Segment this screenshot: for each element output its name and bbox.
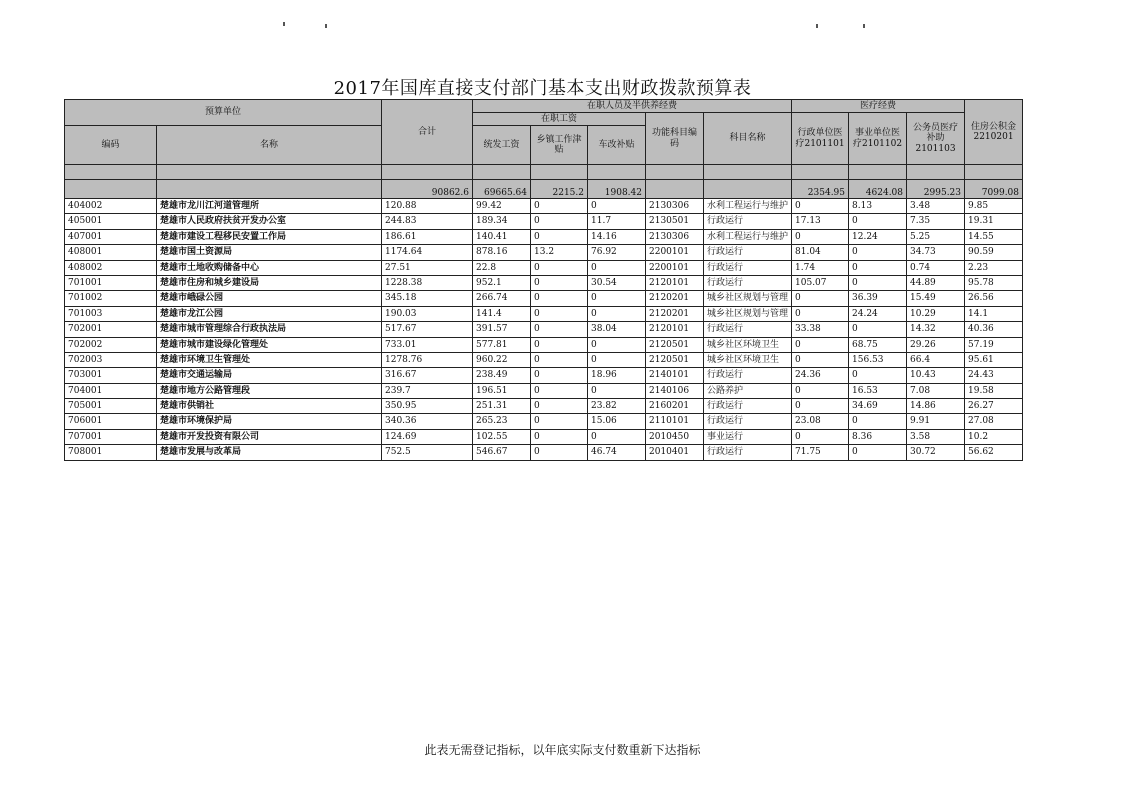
header-total: 合计: [382, 100, 473, 165]
header-spacer: [965, 165, 1023, 180]
cell-total: 350.95: [382, 399, 473, 414]
cell-car-subsidy: 11.7: [588, 214, 646, 229]
header-salary-group: 在职工资: [473, 113, 646, 126]
table-row: [65, 368, 1023, 383]
cell-func-code: 2130306: [646, 199, 704, 214]
cell-civil-medical: 5.25: [907, 229, 965, 244]
cell-inst-medical: 0: [849, 414, 907, 429]
cell-car-subsidy: 0: [588, 383, 646, 398]
table-row: [65, 214, 1023, 229]
cell-civil-medical: 3.48: [907, 199, 965, 214]
cell-inst-medical: 34.69: [849, 399, 907, 414]
cell-housing-fund: 90.59: [965, 245, 1023, 260]
total-housing-fund: 7099.08: [965, 180, 1023, 199]
cell-total: 345.18: [382, 291, 473, 306]
cell-unified-salary: 546.67: [473, 445, 531, 460]
cell-admin-medical: 0: [792, 199, 849, 214]
cell-func-code: 2010401: [646, 445, 704, 460]
footer-note: 此表无需登记指标，以年底实际支付数重新下达指标: [424, 743, 701, 757]
totals-cell: [704, 180, 792, 199]
cell-unified-salary: 140.41: [473, 229, 531, 244]
cell-unified-salary: 577.81: [473, 337, 531, 352]
cell-unified-salary: 196.51: [473, 383, 531, 398]
cell-subject-name: 行政运行: [704, 322, 792, 337]
scan-mark: [283, 22, 285, 26]
header-car-subsidy: 车改补贴: [588, 126, 646, 165]
cell-civil-medical: 0.74: [907, 260, 965, 275]
cell-car-subsidy: 0: [588, 429, 646, 444]
total-amount: 90862.6: [382, 180, 473, 199]
cell-housing-fund: 56.62: [965, 445, 1023, 460]
table-row: [65, 306, 1023, 321]
table-row: [65, 399, 1023, 414]
cell-subject-name: 水利工程运行与维护: [704, 199, 792, 214]
cell-subject-name: 城乡社区环境卫生: [704, 352, 792, 367]
cell-civil-medical: 7.08: [907, 383, 965, 398]
totals-row: [65, 180, 1023, 199]
table-row: [65, 429, 1023, 444]
cell-func-code: 2130306: [646, 229, 704, 244]
cell-inst-medical: 12.24: [849, 229, 907, 244]
totals-cell: [646, 180, 704, 199]
cell-subject-name: 行政运行: [704, 214, 792, 229]
cell-code: 705001: [65, 399, 157, 414]
header-name: 名称: [157, 126, 382, 165]
table-row: [65, 260, 1023, 275]
cell-inst-medical: 0: [849, 260, 907, 275]
total-unified-salary: 69665.64: [473, 180, 531, 199]
cell-inst-medical: 36.39: [849, 291, 907, 306]
totals-cell: [157, 180, 382, 199]
cell-admin-medical: 1.74: [792, 260, 849, 275]
cell-code: 408001: [65, 245, 157, 260]
cell-inst-medical: 0: [849, 275, 907, 290]
cell-civil-medical: 7.35: [907, 214, 965, 229]
cell-civil-medical: 3.58: [907, 429, 965, 444]
cell-housing-fund: 14.1: [965, 306, 1023, 321]
cell-housing-fund: 10.2: [965, 429, 1023, 444]
cell-name: 楚雄市供销社: [157, 399, 382, 414]
cell-admin-medical: 105.07: [792, 275, 849, 290]
cell-unified-salary: 391.57: [473, 322, 531, 337]
cell-func-code: 2120501: [646, 337, 704, 352]
cell-housing-fund: 9.85: [965, 199, 1023, 214]
cell-unified-salary: 99.42: [473, 199, 531, 214]
cell-car-subsidy: 38.04: [588, 322, 646, 337]
cell-code: 405001: [65, 214, 157, 229]
cell-func-code: 2140106: [646, 383, 704, 398]
table-row: [65, 229, 1023, 244]
total-civil-medical: 2995.23: [907, 180, 965, 199]
cell-civil-medical: 30.72: [907, 445, 965, 460]
cell-unified-salary: 952.1: [473, 275, 531, 290]
cell-func-code: 2140101: [646, 368, 704, 383]
cell-unified-salary: 189.34: [473, 214, 531, 229]
total-inst-medical: 4624.08: [849, 180, 907, 199]
cell-admin-medical: 33.38: [792, 322, 849, 337]
header-spacer: [65, 165, 157, 180]
cell-inst-medical: 0: [849, 322, 907, 337]
cell-name: 楚雄市人民政府扶贫开发办公室: [157, 214, 382, 229]
cell-unified-salary: 141.4: [473, 306, 531, 321]
cell-inst-medical: 24.24: [849, 306, 907, 321]
cell-township-allowance: 13.2: [531, 245, 588, 260]
table-row: [65, 352, 1023, 367]
header-spacer: [473, 165, 531, 180]
cell-car-subsidy: 0: [588, 291, 646, 306]
cell-name: 楚雄市土地收购储备中心: [157, 260, 382, 275]
cell-civil-medical: 14.32: [907, 322, 965, 337]
cell-name: 楚雄市建设工程移民安置工作局: [157, 229, 382, 244]
cell-code: 701002: [65, 291, 157, 306]
cell-township-allowance: 0: [531, 199, 588, 214]
cell-inst-medical: 0: [849, 445, 907, 460]
cell-unified-salary: 266.74: [473, 291, 531, 306]
cell-name: 楚雄市环境保护局: [157, 414, 382, 429]
cell-inst-medical: 156.53: [849, 352, 907, 367]
cell-subject-name: 城乡社区规划与管理: [704, 306, 792, 321]
cell-name: 楚雄市开发投资有限公司: [157, 429, 382, 444]
cell-unified-salary: 878.16: [473, 245, 531, 260]
cell-car-subsidy: 46.74: [588, 445, 646, 460]
cell-code: 408002: [65, 260, 157, 275]
cell-total: 316.67: [382, 368, 473, 383]
cell-housing-fund: 19.31: [965, 214, 1023, 229]
cell-code: 701001: [65, 275, 157, 290]
total-township-allowance: 2215.2: [531, 180, 588, 199]
cell-inst-medical: 0: [849, 214, 907, 229]
cell-unified-salary: 251.31: [473, 399, 531, 414]
cell-township-allowance: 0: [531, 368, 588, 383]
cell-code: 702003: [65, 352, 157, 367]
header-admin-medical: 行政单位医疗2101101: [792, 113, 849, 165]
cell-total: 27.51: [382, 260, 473, 275]
cell-housing-fund: 14.55: [965, 229, 1023, 244]
cell-subject-name: 城乡社区规划与管理: [704, 291, 792, 306]
header-subject-name: 科目名称: [704, 113, 792, 165]
cell-admin-medical: 0: [792, 229, 849, 244]
table-header: [65, 100, 1023, 180]
cell-township-allowance: 0: [531, 399, 588, 414]
cell-subject-name: 水利工程运行与维护: [704, 229, 792, 244]
header-func-code: 功能科目编码: [646, 113, 704, 165]
cell-admin-medical: 0: [792, 399, 849, 414]
document-title: 2017年国库直接支付部门基本支出财政拨款预算表: [333, 78, 752, 99]
cell-func-code: 2120101: [646, 322, 704, 337]
cell-admin-medical: 0: [792, 383, 849, 398]
cell-code: 707001: [65, 429, 157, 444]
cell-code: 706001: [65, 414, 157, 429]
cell-code: 701003: [65, 306, 157, 321]
cell-unified-salary: 102.55: [473, 429, 531, 444]
cell-subject-name: 行政运行: [704, 245, 792, 260]
total-car-subsidy: 1908.42: [588, 180, 646, 199]
cell-housing-fund: 95.61: [965, 352, 1023, 367]
table-body: [65, 199, 1023, 461]
cell-name: 楚雄市峨碌公园: [157, 291, 382, 306]
budget-table: [64, 99, 1023, 461]
cell-func-code: 2010450: [646, 429, 704, 444]
cell-car-subsidy: 0: [588, 260, 646, 275]
cell-subject-name: 城乡社区环境卫生: [704, 337, 792, 352]
header-spacer: [646, 165, 704, 180]
scan-mark: [325, 24, 327, 28]
cell-subject-name: 事业运行: [704, 429, 792, 444]
cell-total: 517.67: [382, 322, 473, 337]
cell-name: 楚雄市城市建设绿化管理处: [157, 337, 382, 352]
cell-admin-medical: 17.13: [792, 214, 849, 229]
cell-car-subsidy: 0: [588, 306, 646, 321]
cell-admin-medical: 0: [792, 352, 849, 367]
cell-func-code: 2110101: [646, 414, 704, 429]
cell-total: 1278.76: [382, 352, 473, 367]
cell-admin-medical: 0: [792, 291, 849, 306]
cell-subject-name: 行政运行: [704, 445, 792, 460]
table-row: [65, 291, 1023, 306]
cell-total: 190.03: [382, 306, 473, 321]
cell-housing-fund: 40.36: [965, 322, 1023, 337]
header-spacer: [849, 165, 907, 180]
cell-car-subsidy: 15.06: [588, 414, 646, 429]
cell-car-subsidy: 0: [588, 352, 646, 367]
cell-total: 124.69: [382, 429, 473, 444]
cell-car-subsidy: 30.54: [588, 275, 646, 290]
cell-township-allowance: 0: [531, 445, 588, 460]
scan-mark: [816, 24, 818, 28]
table-row: [65, 199, 1023, 214]
header-spacer: [704, 165, 792, 180]
header-staff-group: 在职人员及半供养经费: [473, 100, 792, 113]
header-spacer: [157, 165, 382, 180]
cell-housing-fund: 95.78: [965, 275, 1023, 290]
cell-code: 702001: [65, 322, 157, 337]
cell-housing-fund: 26.27: [965, 399, 1023, 414]
header-spacer: [792, 165, 849, 180]
cell-total: 1174.64: [382, 245, 473, 260]
cell-code: 704001: [65, 383, 157, 398]
cell-township-allowance: 0: [531, 322, 588, 337]
cell-car-subsidy: 0: [588, 337, 646, 352]
table-row: [65, 414, 1023, 429]
header-township-allowance: 乡镇工作津贴: [531, 126, 588, 165]
cell-func-code: 2160201: [646, 399, 704, 414]
header-medical-group: 医疗经费: [792, 100, 965, 113]
table-row: [65, 322, 1023, 337]
header-spacer: [382, 165, 473, 180]
cell-code: 404002: [65, 199, 157, 214]
cell-func-code: 2200101: [646, 260, 704, 275]
cell-name: 楚雄市地方公路管理段: [157, 383, 382, 398]
total-admin-medical: 2354.95: [792, 180, 849, 199]
cell-total: 186.61: [382, 229, 473, 244]
cell-housing-fund: 2.23: [965, 260, 1023, 275]
cell-total: 340.36: [382, 414, 473, 429]
cell-name: 楚雄市发展与改革局: [157, 445, 382, 460]
cell-func-code: 2200101: [646, 245, 704, 260]
cell-total: 733.01: [382, 337, 473, 352]
table-row: [65, 275, 1023, 290]
cell-housing-fund: 19.58: [965, 383, 1023, 398]
cell-inst-medical: 16.53: [849, 383, 907, 398]
cell-inst-medical: 0: [849, 368, 907, 383]
cell-township-allowance: 0: [531, 291, 588, 306]
cell-township-allowance: 0: [531, 229, 588, 244]
table-row: [65, 337, 1023, 352]
cell-func-code: 2120201: [646, 306, 704, 321]
cell-admin-medical: 81.04: [792, 245, 849, 260]
cell-func-code: 2120201: [646, 291, 704, 306]
cell-township-allowance: 0: [531, 414, 588, 429]
cell-name: 楚雄市龙川江河道管理所: [157, 199, 382, 214]
header-spacer: [531, 165, 588, 180]
header-unified-salary: 统发工资: [473, 126, 531, 165]
header-code: 编码: [65, 126, 157, 165]
cell-unified-salary: 265.23: [473, 414, 531, 429]
cell-civil-medical: 10.43: [907, 368, 965, 383]
header-spacer: [588, 165, 646, 180]
header-budget-unit: 预算单位: [65, 100, 382, 126]
cell-township-allowance: 0: [531, 306, 588, 321]
scan-mark: [863, 24, 865, 28]
cell-admin-medical: 71.75: [792, 445, 849, 460]
cell-subject-name: 行政运行: [704, 414, 792, 429]
cell-total: 244.83: [382, 214, 473, 229]
cell-civil-medical: 10.29: [907, 306, 965, 321]
cell-inst-medical: 8.36: [849, 429, 907, 444]
cell-total: 120.88: [382, 199, 473, 214]
cell-township-allowance: 0: [531, 429, 588, 444]
header-housing-fund: 住房公积金2210201: [965, 100, 1023, 165]
cell-subject-name: 行政运行: [704, 399, 792, 414]
table-row: [65, 245, 1023, 260]
cell-name: 楚雄市环境卫生管理处: [157, 352, 382, 367]
cell-code: 703001: [65, 368, 157, 383]
cell-township-allowance: 0: [531, 214, 588, 229]
cell-housing-fund: 26.56: [965, 291, 1023, 306]
cell-admin-medical: 0: [792, 429, 849, 444]
cell-func-code: 2130501: [646, 214, 704, 229]
cell-township-allowance: 0: [531, 383, 588, 398]
cell-unified-salary: 22.8: [473, 260, 531, 275]
cell-name: 楚雄市交通运输局: [157, 368, 382, 383]
table-row: [65, 383, 1023, 398]
cell-subject-name: 行政运行: [704, 260, 792, 275]
cell-civil-medical: 9.91: [907, 414, 965, 429]
cell-code: 407001: [65, 229, 157, 244]
cell-housing-fund: 27.08: [965, 414, 1023, 429]
cell-civil-medical: 14.86: [907, 399, 965, 414]
cell-name: 楚雄市龙江公园: [157, 306, 382, 321]
cell-township-allowance: 0: [531, 260, 588, 275]
cell-civil-medical: 15.49: [907, 291, 965, 306]
cell-name: 楚雄市住房和城乡建设局: [157, 275, 382, 290]
cell-func-code: 2120101: [646, 275, 704, 290]
cell-inst-medical: 68.75: [849, 337, 907, 352]
cell-inst-medical: 8.13: [849, 199, 907, 214]
cell-car-subsidy: 18.96: [588, 368, 646, 383]
cell-total: 1228.38: [382, 275, 473, 290]
table-row: [65, 445, 1023, 460]
cell-admin-medical: 0: [792, 306, 849, 321]
header-spacer: [907, 165, 965, 180]
cell-car-subsidy: 14.16: [588, 229, 646, 244]
header-inst-medical: 事业单位医疗2101102: [849, 113, 907, 165]
cell-car-subsidy: 0: [588, 199, 646, 214]
cell-code: 702002: [65, 337, 157, 352]
cell-township-allowance: 0: [531, 337, 588, 352]
totals-cell: [65, 180, 157, 199]
cell-housing-fund: 24.43: [965, 368, 1023, 383]
cell-car-subsidy: 23.82: [588, 399, 646, 414]
cell-civil-medical: 44.89: [907, 275, 965, 290]
cell-func-code: 2120501: [646, 352, 704, 367]
cell-total: 752.5: [382, 445, 473, 460]
cell-inst-medical: 0: [849, 245, 907, 260]
cell-civil-medical: 66.4: [907, 352, 965, 367]
cell-subject-name: 公路养护: [704, 383, 792, 398]
cell-unified-salary: 960.22: [473, 352, 531, 367]
header-civil-medical: 公务员医疗补助2101103: [907, 113, 965, 165]
cell-name: 楚雄市国土资源局: [157, 245, 382, 260]
cell-housing-fund: 57.19: [965, 337, 1023, 352]
cell-admin-medical: 24.36: [792, 368, 849, 383]
cell-admin-medical: 23.08: [792, 414, 849, 429]
cell-total: 239.7: [382, 383, 473, 398]
cell-unified-salary: 238.49: [473, 368, 531, 383]
cell-civil-medical: 34.73: [907, 245, 965, 260]
cell-car-subsidy: 76.92: [588, 245, 646, 260]
cell-name: 楚雄市城市管理综合行政执法局: [157, 322, 382, 337]
cell-civil-medical: 29.26: [907, 337, 965, 352]
cell-code: 708001: [65, 445, 157, 460]
cell-subject-name: 行政运行: [704, 275, 792, 290]
cell-subject-name: 行政运行: [704, 368, 792, 383]
cell-township-allowance: 0: [531, 352, 588, 367]
cell-township-allowance: 0: [531, 275, 588, 290]
cell-admin-medical: 0: [792, 337, 849, 352]
